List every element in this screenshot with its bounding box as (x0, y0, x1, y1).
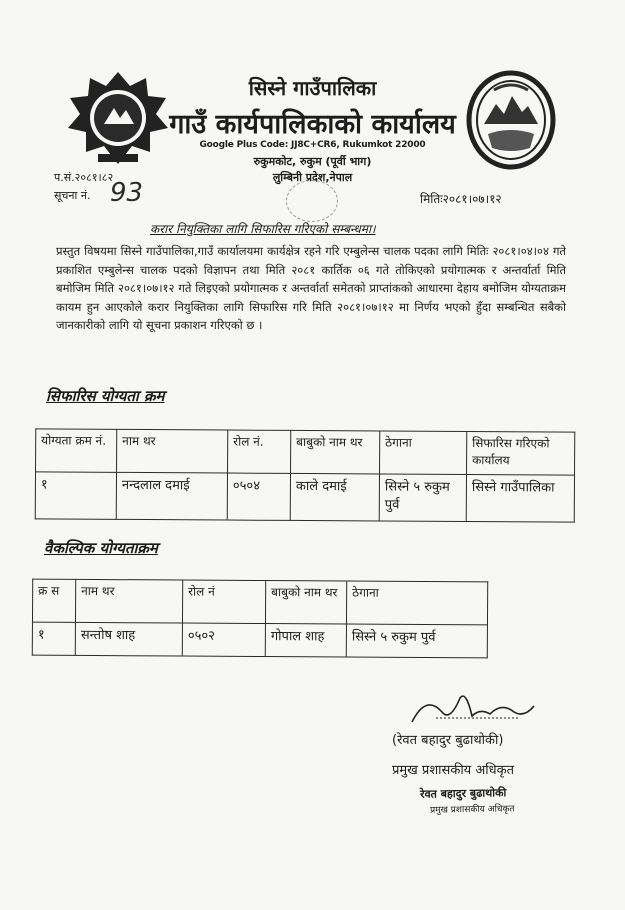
table-cell: सन्तोष शाह (75, 622, 182, 656)
column-header: योग्यता क्रम नं. (36, 429, 117, 472)
column-header: रोल नं. (228, 430, 291, 473)
column-header: ठेगाना (380, 431, 467, 475)
signatory-title: प्रमुख प्रशासकीय अधिकृत (392, 763, 515, 778)
signature-mark (406, 688, 538, 730)
column-header: बाबुको नाम थर (265, 581, 346, 624)
notice-body: प्रस्तुत विषयमा सिस्ने गाउँपालिका,गाउँ कार्यालयमा कार्यक्षेत्र रहने गरि एम्बुलेन्स चालक पदका लागि मितिः २०८१।०४।०४ गते प्रकाशित एम्बुलेन्स चालक पदको विज्ञापन तथा मिति २०८१ कार्तिक ०६ गते तोकिएको प्रयोगात्मक र अन्तर्वार्ता मिति बमोजिम मिति २०८१।०७।१२ गते लिइएको प्रयोगात्मक र अन्तर्वार्ता समेतको प्राप्तांकको आधारमा देहाय बमोजिम योग्यताक्रम कायम हुन आएकोले करार नियुक्तिका लागि सिफारिस गरि मिति २०८१।०७।१२ मा निर्णय भएको हुँदा सम्बन्धित सबैको जानकारीको लागि यो सूचना प्रकाशन गरिएको छ । (56, 244, 566, 332)
recommended-heading: सिफारिस योग्यता क्रम (46, 387, 165, 405)
alternative-table (32, 579, 488, 659)
column-header: ठेगाना (346, 581, 487, 625)
column-header: नाम थर (117, 429, 228, 473)
recommended-table (35, 428, 576, 522)
table-cell: गोपाल शाह (265, 624, 346, 657)
office-stamp (286, 180, 338, 222)
google-plus-code: Google Plus Code: JJ8C+CR6, Rukumkot 22000 (199, 140, 426, 150)
column-header: नाम थर (75, 579, 182, 623)
address-line2: लुम्बिनी प्रदेश,नेपाल (272, 171, 353, 184)
signatory-name: (रेवत बहादुर बुढाथोकी) (392, 733, 504, 748)
table-cell: ०५०४ (227, 473, 290, 520)
column-header: बाबुको नाम थर (291, 430, 380, 474)
alternative-heading: वैकल्पिक योग्यताक्रम (44, 539, 158, 557)
office-name: गाउँ कार्यपालिकाको कार्यालय (169, 109, 456, 140)
table-row (32, 622, 487, 658)
table-row (35, 472, 574, 522)
notice-label: सूचना नं. (54, 189, 91, 202)
reference-number: प.सं.२०८१।८२ (54, 171, 114, 184)
column-header: सिफारिस गरिएको कार्यालय (467, 431, 575, 475)
stamp-title: प्रमुख प्रशासकीय अधिकृत (429, 804, 515, 816)
address-line1: रुकुमकोट, रुकुम (पूर्वी भाग) (253, 155, 372, 168)
table-cell: सिस्ने ५ रुकुम पुर्व (346, 624, 487, 658)
subject-line: करार नियुक्तिका लागि सिफारिस गरिएको सम्बन्धमा। (150, 222, 376, 236)
table-cell: ०५०२ (182, 623, 265, 657)
table-cell: काले दमाई (290, 473, 379, 521)
table-cell: नन्दलाल दमाई (116, 472, 227, 520)
table-cell: सिस्ने ५ रुकुम पुर्व (379, 474, 466, 522)
notice-number: 93 (110, 178, 144, 208)
table-cell: १ (32, 622, 75, 655)
stamp-name: रेवत बहादुर बुढाथोकी (419, 786, 507, 801)
municipality-name: सिस्ने गाउँपालिका (248, 76, 377, 100)
table-header-row (32, 579, 487, 625)
column-header: क्र स (32, 579, 75, 622)
column-header: रोल नं (182, 580, 265, 624)
table-cell: सिस्ने गाउँपालिका (466, 474, 574, 522)
document-date: मितिः२०८१।०७।१२ (420, 192, 502, 206)
table-cell: १ (35, 472, 116, 519)
table-header-row (36, 429, 575, 475)
